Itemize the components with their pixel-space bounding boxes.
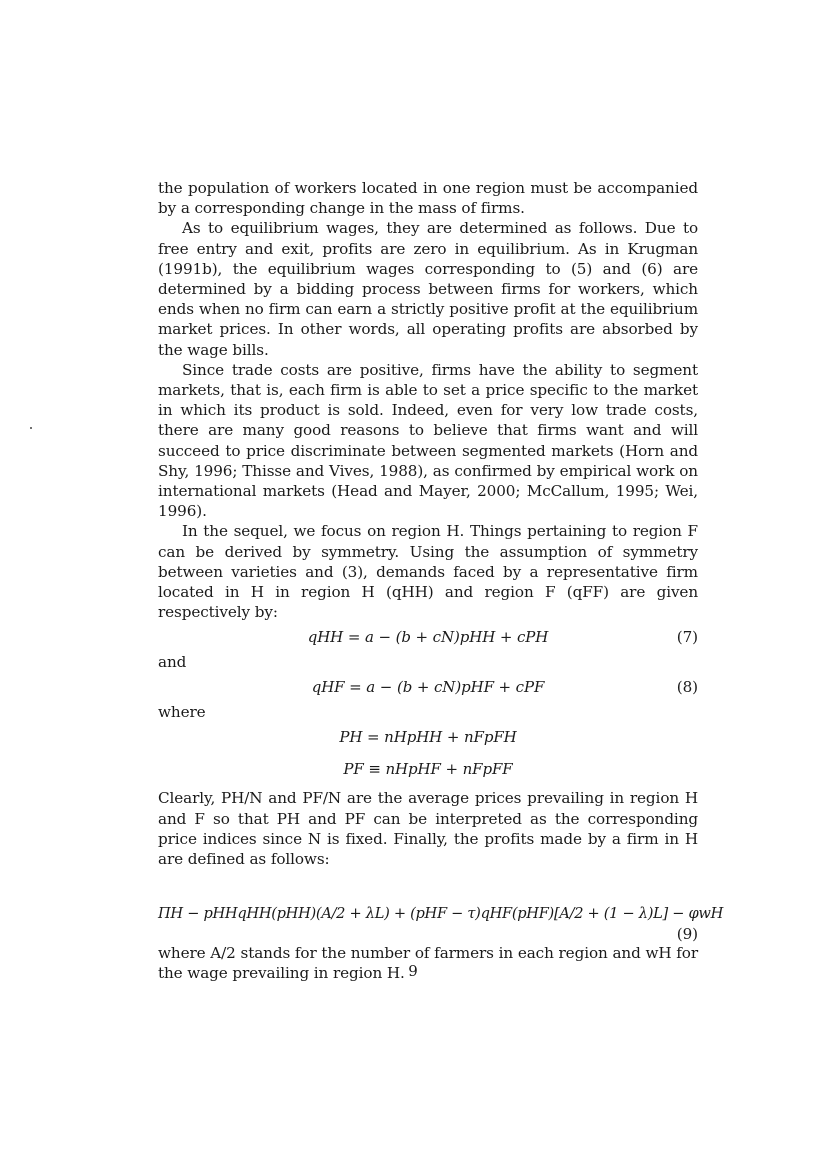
- scan-speck: [30, 427, 32, 429]
- connector-where: where: [158, 703, 206, 722]
- equation-7-number: (7): [676, 628, 698, 647]
- page-body: [158, 178, 724, 984]
- connector-and: and: [158, 653, 187, 672]
- equation-8-body: qHF = a − (b + cN)pHF + cPF: [311, 678, 545, 697]
- paragraph-price-indices: Clearly, PH/N and PF/N are the average prices prevailing in region H and F so that PH and PF can be interpreted as the corresponding price indices since N is fixed. Finally, the profits made by a firm in H are defined as follows:: [158, 789, 698, 869]
- page-number: 9: [408, 962, 418, 980]
- spacer: [158, 869, 698, 903]
- equation-7: [158, 622, 698, 652]
- equation-price-index-f-body: PF ≡ nHpHF + nFpFF: [343, 760, 513, 779]
- equation-9-number: (9): [676, 925, 698, 944]
- equation-9-body: ΠH − pHHqHH(pHH)(A/2 + λL) + (pHF − τ)qHF(pHF)[A/2 + (1 − λ)L] − φwH: [158, 905, 724, 923]
- equation-7-body: qHH = a − (b + cN)pHH + cPH: [307, 628, 549, 647]
- equation-8: [158, 672, 698, 702]
- paragraph-equilibrium-wages: As to equilibrium wages, they are determined as follows. Due to free entry and exit, profits are zero in equilibrium. As in Krugman (1991b), the equilibrium wages corresponding to (5) and (6) are determined by a bidding process between firms for workers, which ends when no firm can earn a strictly positive profit at the equilibrium market prices. In other words, all operating profits are absorbed by the wage bills.: [158, 219, 698, 359]
- equation-price-index-h: [158, 722, 698, 754]
- equation-price-index-f: [158, 754, 698, 788]
- paragraph-continuation: the population of workers located in one region must be accompanied by a corresponding change in the mass of firms.: [158, 179, 698, 218]
- paragraph-trade-costs: Since trade costs are positive, firms have the ability to segment markets, that is, each firm is able to set a price specific to the market in which its product is sold. Indeed, even for very low trade costs, there are many good reasons to believe that firms want and will succeed to price discriminate between segmented markets (Horn and Shy, 1996; Thisse and Vives, 1988), as confirmed by empirical work on international markets (Head and Mayer, 2000; McCallum, 1995; Wei, 1996).: [158, 360, 698, 521]
- paragraph-region-h: In the sequel, we focus on region H. Things pertaining to region F can be derived by symmetry. Using the assumption of symmetry between varieties and (3), demands faced by a representative firm located in H in region H (qHH) and region F (qFF) are given respectively by:: [158, 522, 698, 622]
- paragraph-farmers: where A/2 stands for the number of farmers in each region and wH for the wage prevailing in region H.: [158, 944, 698, 983]
- equation-8-number: (8): [676, 678, 698, 697]
- equation-price-index-h-body: PH = nHpHH + nFpFH: [339, 728, 517, 747]
